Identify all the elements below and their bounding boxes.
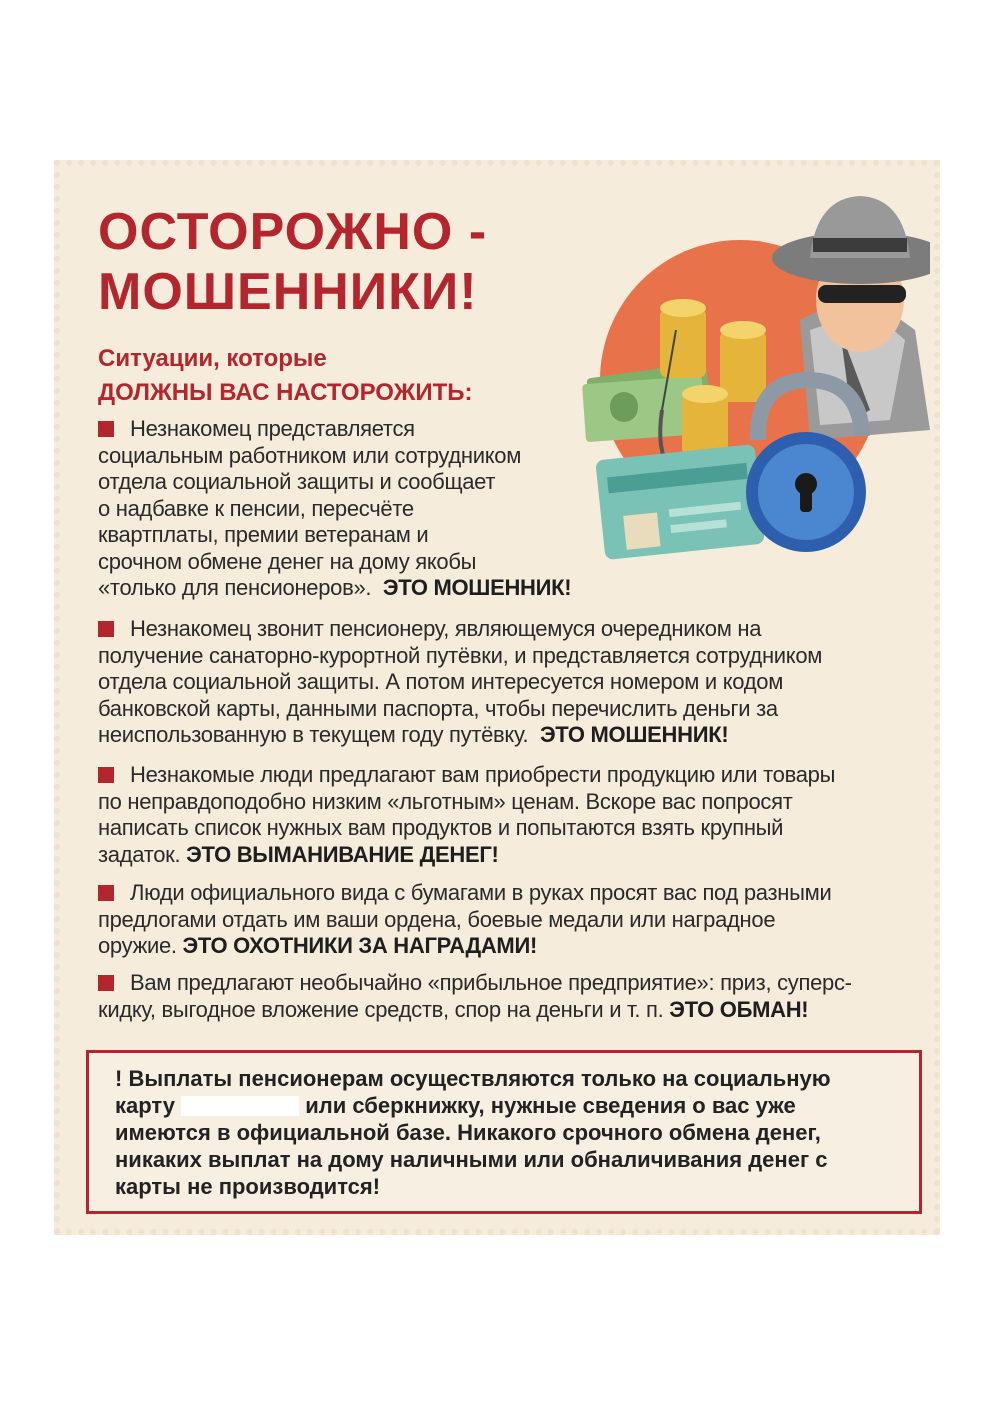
- red-square-bullet-icon: [98, 767, 114, 783]
- list-item: Люди официального вида с бумагами в руках просят вас под разными предлогами отдать им ваши ордена, боевые медали или наградное оружие. ЭТО ОХОТНИКИ ЗА НАГРАДАМИ!: [98, 880, 832, 958]
- red-square-bullet-icon: [98, 885, 114, 901]
- important-note-text: ! Выплаты пенсионерам осуществляются только на социальную карту или сберкнижку, нужные сведения о вас уже имеются в официальной базе. Никакого срочного обмена денег, никаких выплат на дому наличными или обналичивания денег с карты не производится!: [115, 1066, 831, 1199]
- title-line-1: ОСТОРОЖНО -: [98, 203, 488, 261]
- poster-subtitle: [98, 342, 472, 410]
- title-line-2: МОШЕННИКИ!: [98, 263, 478, 321]
- subtitle-line-2: ДОЛЖНЫ ВАС НАСТОРОЖИТЬ:: [98, 379, 473, 406]
- warning-poster: [54, 160, 940, 1235]
- redacted-area: [181, 1096, 299, 1116]
- list-item: Незнакомец звонит пенсионеру, являющемуся очередником на получение санаторно-курортной путёвки, и представляется сотрудником отдела социальной защиты. А потом интересуется номером и кодом банковской карты, данными паспорта, чтобы перечислить деньги за неиспользованную в текущем году путёвку. ЭТО МОШЕННИК!: [98, 616, 823, 747]
- red-square-bullet-icon: [98, 975, 114, 991]
- list-item: Незнакомые люди предлагают вам приобрести продукцию или товары по неправдоподобно низким «льготным» ценам. Вскоре вас попросят написать список нужных вам продуктов и попытаются взять крупный задаток. ЭТО ВЫМАНИВАНИЕ ДЕНЕГ!: [98, 762, 836, 867]
- bank-card-icon: [595, 444, 765, 560]
- verdict: ЭТО МОШЕННИК!: [382, 575, 572, 600]
- fraud-illustration: [570, 180, 930, 570]
- list-item: Вам предлагают необычайно «прибыльное предприятие»: приз, суперс- кидку, выгодное вложение средств, спор на деньги и т. п. ЭТО ОБМАН!: [98, 970, 852, 1022]
- verdict: ЭТО ВЫМАНИВАНИЕ ДЕНЕГ!: [186, 841, 499, 867]
- subtitle-line-1: Ситуации, которые: [98, 345, 327, 372]
- verdict: ЭТО ОБМАН!: [669, 996, 809, 1022]
- poster-title: [98, 202, 487, 322]
- verdict: ЭТО МОШЕННИК!: [539, 722, 729, 747]
- red-square-bullet-icon: [98, 421, 114, 437]
- important-note-box: [86, 1050, 922, 1214]
- verdict: ЭТО ОХОТНИКИ ЗА НАГРАДАМИ!: [182, 933, 537, 958]
- list-item: Незнакомец представляется социальным работником или сотрудником отдела социальной защиты и сообщает о надбавке к пенсии, пересчёте квартплаты, премии ветеранам и срочном обмене денег на дому якобы «только для пенсионеров». ЭТО МОШЕННИК!: [98, 416, 572, 600]
- red-square-bullet-icon: [98, 621, 114, 637]
